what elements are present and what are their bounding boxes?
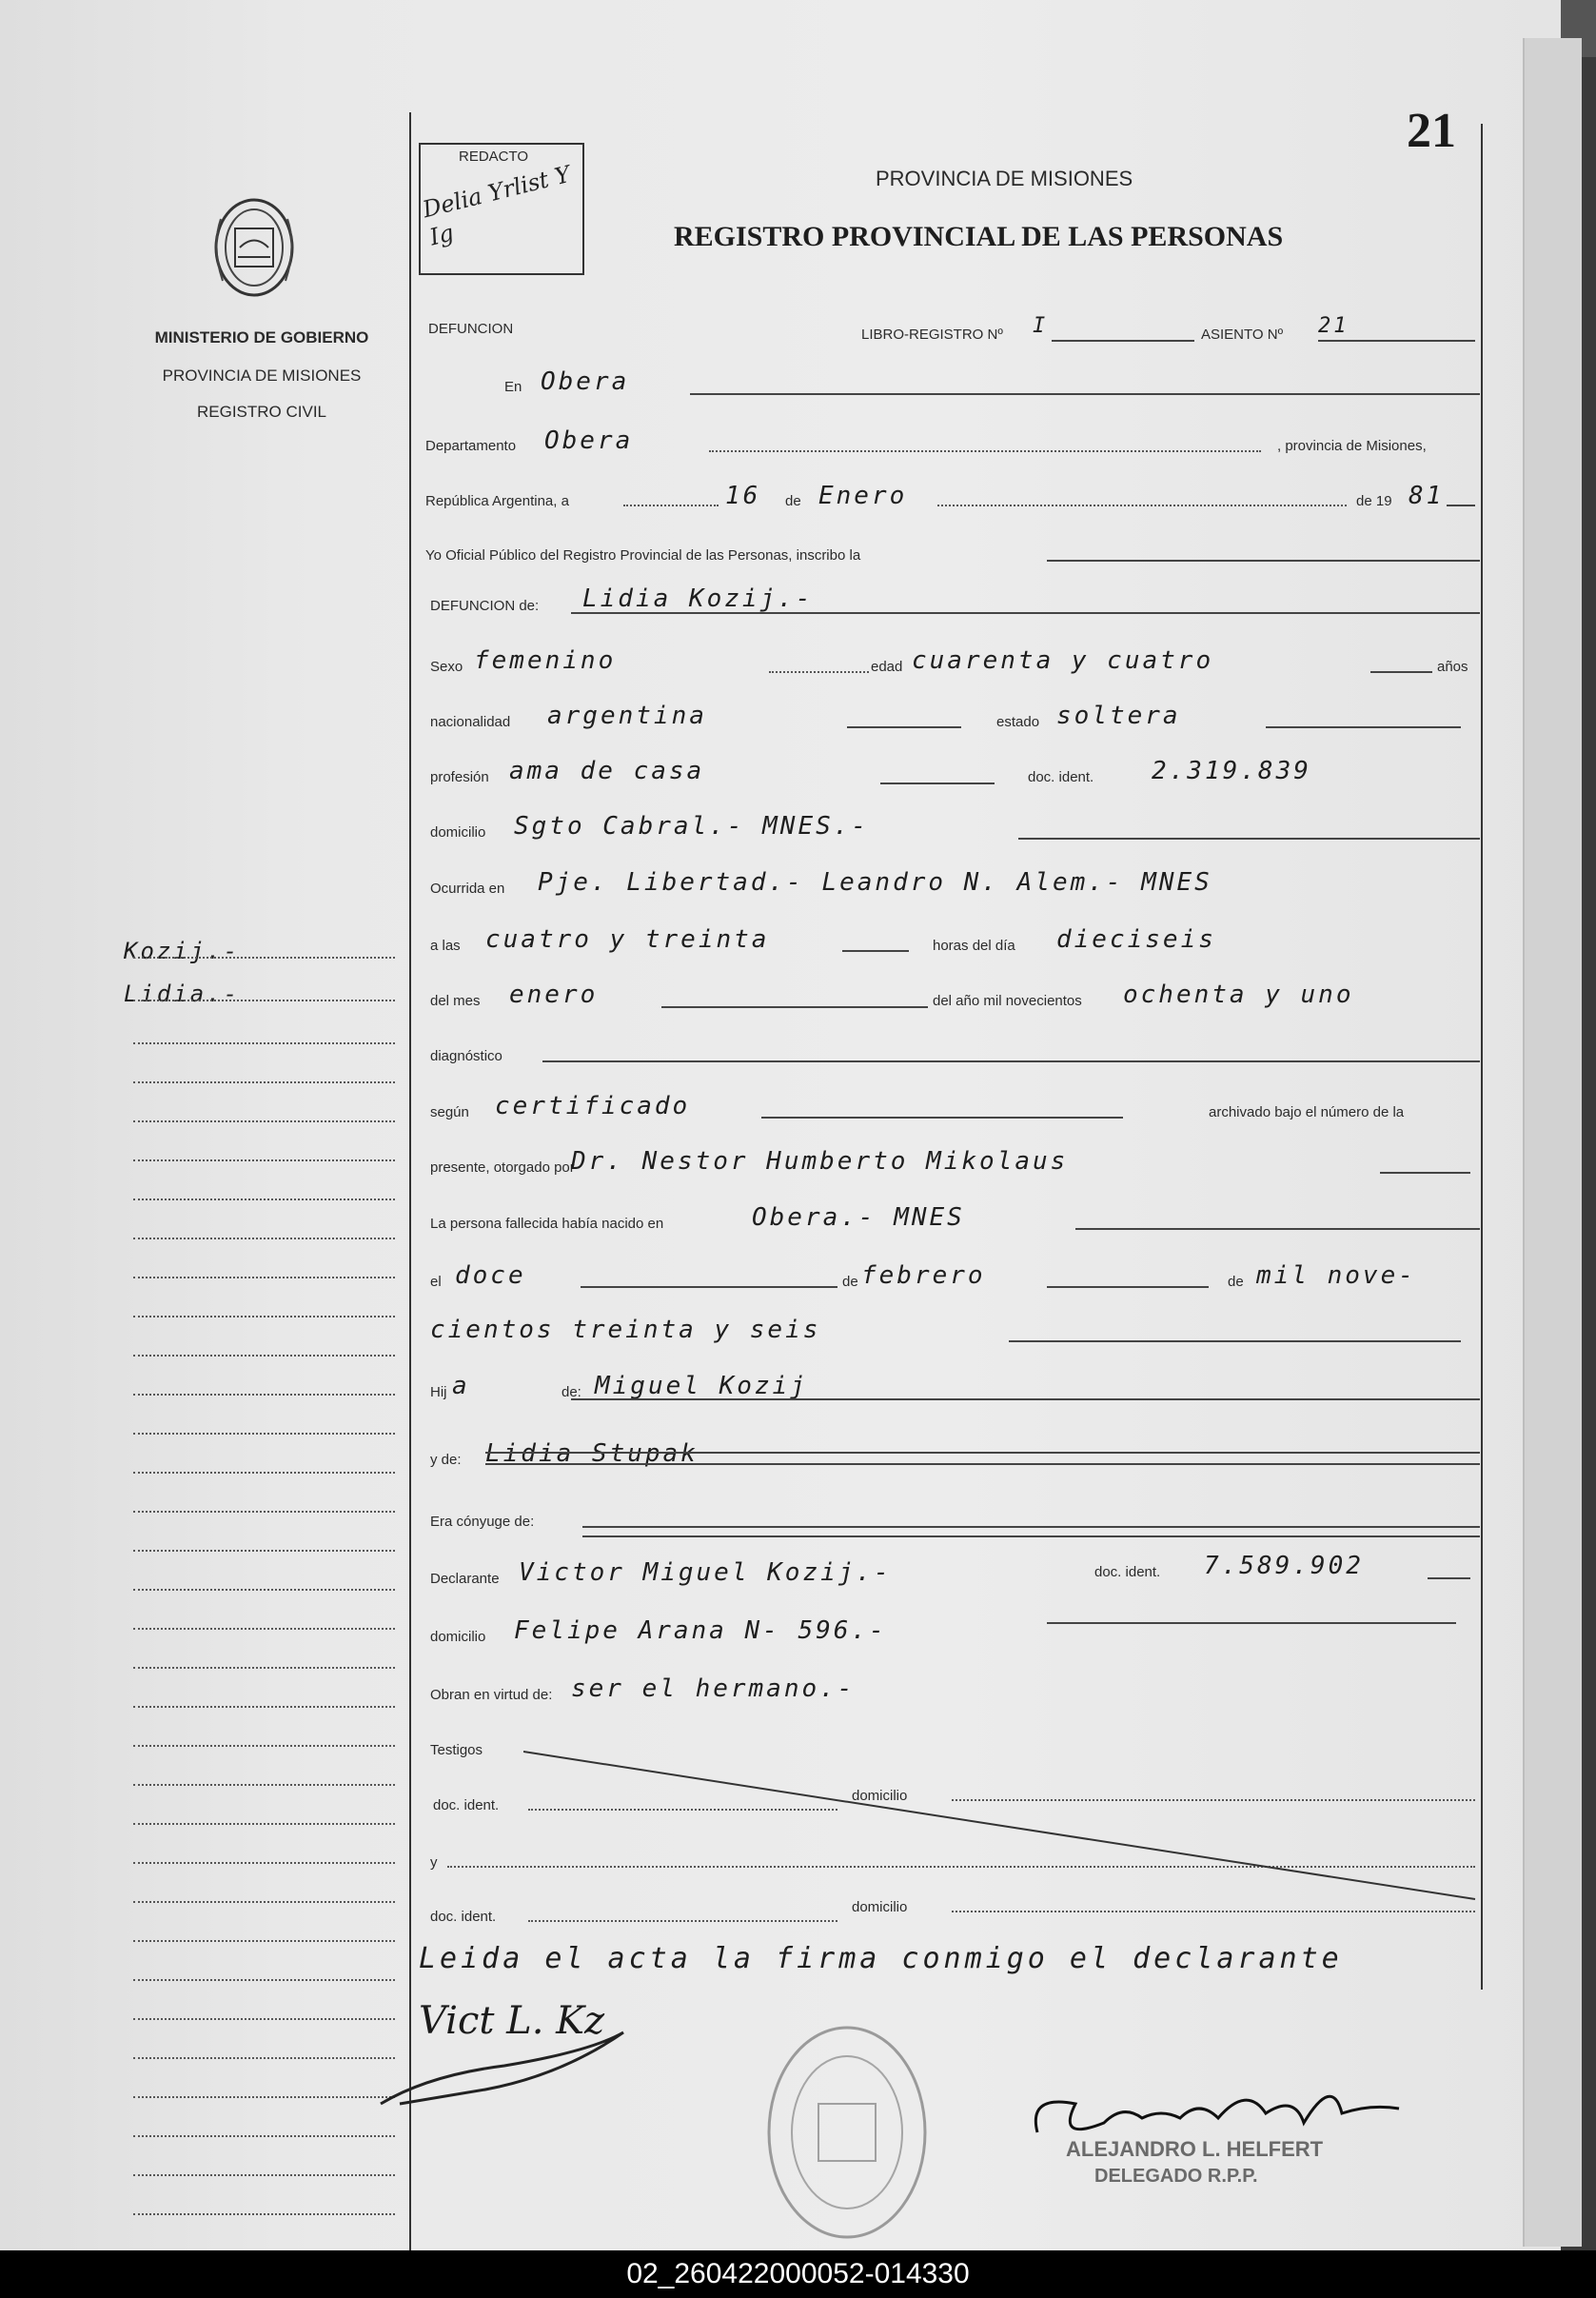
form-line <box>661 1006 928 1008</box>
margin-line <box>133 1355 395 1357</box>
form-line <box>485 1452 1480 1454</box>
docident-label-label: doc. ident. <box>1028 769 1094 785</box>
margin-surname: Kozij.- <box>124 938 241 964</box>
ocurrida-label-label: Ocurrida en <box>430 881 505 897</box>
en-value-handwritten: Obera <box>541 367 630 396</box>
y-label-label: y <box>430 1854 438 1871</box>
docident-value-handwritten: 2.319.839 <box>1152 757 1311 785</box>
margin-line <box>133 1238 395 1239</box>
yde-label-label: y de: <box>430 1452 462 1468</box>
de2-value-handwritten: febrero <box>861 1261 986 1290</box>
margin-line <box>133 1940 395 1942</box>
margin-line <box>133 1550 395 1552</box>
testigos-strikeout <box>523 1742 1485 1913</box>
form-line <box>485 1463 1480 1465</box>
horas-value-handwritten: dieciseis <box>1056 925 1216 954</box>
margin-line <box>133 1081 395 1083</box>
de2-label-label: de <box>842 1274 858 1290</box>
delano-label-label: del año mil novecientos <box>933 993 1082 1009</box>
edad-label-label: edad <box>871 659 903 675</box>
ministry-label: MINISTERIO DE GOBIERNO <box>154 328 369 347</box>
alas-label-label: a las <box>430 938 461 954</box>
form-line <box>1380 1172 1470 1174</box>
delmes-label-label: del mes <box>430 993 481 1009</box>
margin-line <box>133 1394 395 1396</box>
margin-line <box>133 2096 395 2098</box>
form-line <box>880 783 995 784</box>
official-seal-icon <box>761 2018 933 2247</box>
form-line <box>761 1117 1123 1119</box>
profesion-label-label: profesión <box>430 769 489 785</box>
asiento-value: 21 <box>1318 314 1350 338</box>
form-line <box>1047 1286 1209 1288</box>
margin-line <box>133 2018 395 2020</box>
obran-value-handwritten: ser el hermano.- <box>571 1674 856 1703</box>
padre-value-handwritten: Miguel Kozij <box>595 1372 808 1400</box>
obran-label-label: Obran en virtud de: <box>430 1687 553 1703</box>
ocurrida-value-handwritten: Pje. Libertad.- Leandro N. Alem.- MNES <box>538 868 1212 897</box>
en-label-label: En <box>504 379 522 395</box>
asiento-line <box>1318 340 1475 342</box>
margin-line <box>133 1159 395 1161</box>
province-label: PROVINCIA DE MISIONES <box>162 366 362 385</box>
form-line <box>582 1526 1480 1528</box>
declarant-signature: Vict L. Kz <box>419 1999 605 2043</box>
de3-label-label: de <box>1228 1274 1244 1290</box>
form-line <box>542 1060 1480 1062</box>
form-line <box>582 1535 1480 1537</box>
year-prefix-label: de 19 <box>1356 493 1392 509</box>
stamp-title: DELEGADO R.P.P. <box>1094 2166 1258 2187</box>
alas-value-handwritten: cuatro y treinta <box>485 925 770 954</box>
form-line <box>690 393 1480 395</box>
civil-registry-label: REGISTRO CIVIL <box>196 403 327 421</box>
delmes-value-handwritten: enero <box>509 981 599 1009</box>
anos-label-label: años <box>1437 659 1468 675</box>
margin-line <box>133 1784 395 1786</box>
margin-line <box>133 1745 395 1747</box>
form-line <box>571 612 1480 614</box>
estado-value-handwritten: soltera <box>1056 702 1181 730</box>
form-line <box>1047 1622 1456 1624</box>
de-label-label: de <box>785 493 801 509</box>
margin-line <box>133 2057 395 2059</box>
testigos-label-label: Testigos <box>430 1742 483 1758</box>
margin-name: Lidia.- <box>124 981 241 1007</box>
form-line <box>1428 1577 1470 1579</box>
margin-line <box>133 1862 395 1864</box>
sexo-value-handwritten: femenino <box>474 646 617 675</box>
margin-line <box>133 1823 395 1825</box>
declarante-doc-label-label: doc. ident. <box>1094 1564 1161 1580</box>
margin-line <box>133 1979 395 1981</box>
form-line <box>1370 671 1432 673</box>
margin-line <box>133 1667 395 1669</box>
de3-value-handwritten: mil nove- <box>1256 1261 1416 1290</box>
redacto-handwriting: Delia Yrlist Y Ig <box>420 160 574 251</box>
page-number: 21 <box>1407 104 1456 158</box>
redacto-stamp <box>419 143 584 275</box>
stamp-name: ALEJANDRO L. HELFERT <box>1066 2137 1324 2161</box>
image-id-footer: 02_260422000052-014330 <box>0 2250 1596 2298</box>
madre-value-handwritten: Lidia Stupak <box>485 1439 699 1468</box>
departamento-label-label: Departamento <box>425 438 517 454</box>
form-line <box>1447 505 1475 506</box>
month-value-handwritten: Enero <box>818 482 908 510</box>
nacionalidad-label-label: nacionalidad <box>430 714 511 730</box>
nacido-label-label: La persona fallecida había nacido en <box>430 1216 664 1232</box>
declarante-label-label: Declarante <box>430 1571 500 1587</box>
dom2-value-handwritten: Felipe Arana N- 596.- <box>514 1616 887 1645</box>
republica-label-label: República Argentina, a <box>425 493 569 509</box>
nacionalidad-value-handwritten: argentina <box>547 702 707 730</box>
form-line <box>528 1920 837 1922</box>
conyuge-label-label: Era cónyuge de: <box>430 1514 535 1530</box>
form-line <box>581 1286 837 1288</box>
form-line <box>1266 726 1461 728</box>
redacto-label: REDACTO <box>459 149 529 165</box>
margin-line <box>133 1511 395 1513</box>
page-edge <box>1523 38 1582 2247</box>
form-line <box>1047 560 1480 562</box>
margin-line <box>133 1199 395 1200</box>
form-line <box>842 950 909 952</box>
presente-value-handwritten: Dr. Nestor Humberto Mikolaus <box>571 1147 1069 1176</box>
coat-of-arms-icon <box>202 190 306 305</box>
declarante-value-handwritten: Victor Miguel Kozij.- <box>519 1558 892 1587</box>
estado-label-label: estado <box>996 714 1040 730</box>
form-line <box>709 450 1261 452</box>
province-title: PROVINCIA DE MISIONES <box>876 167 1133 190</box>
segun-label-label: según <box>430 1104 469 1120</box>
margin-line <box>133 1000 395 1001</box>
form-line <box>769 671 869 673</box>
t-doc-label-label: doc. ident. <box>433 1797 500 1813</box>
form-line <box>571 1398 1480 1400</box>
nacido-value-handwritten: Obera.- MNES <box>752 1203 965 1232</box>
declarante-doc-value-handwritten: 7.589.902 <box>1204 1552 1364 1580</box>
dom2-label-label: domicilio <box>430 1629 486 1645</box>
registry-title: REGISTRO PROVINCIAL DE LAS PERSONAS <box>674 221 1284 252</box>
form-line <box>1009 1340 1461 1342</box>
hij-label-label: Hij <box>430 1384 447 1400</box>
closing-text: Leida el acta la firma conmigo el declarante <box>419 1942 1343 1975</box>
libro-value: I <box>1033 314 1049 338</box>
margin-line <box>133 1472 395 1474</box>
defuncion-de-label-label: DEFUNCION de: <box>430 598 540 614</box>
defuncion-header: DEFUNCION <box>428 321 514 337</box>
profesion-value-handwritten: ama de casa <box>509 757 705 785</box>
defuncion-de-value-handwritten: Lidia Kozij.- <box>582 584 814 613</box>
libro-line <box>1052 340 1194 342</box>
form-line <box>1075 1228 1480 1230</box>
el-label-label: el <box>430 1274 442 1290</box>
presente-label-label: presente, otorgado por <box>430 1159 575 1176</box>
provincia-suffix-label: , provincia de Misiones, <box>1277 438 1427 454</box>
margin-line <box>133 2135 395 2137</box>
form-line <box>937 505 1347 506</box>
signature-flourish <box>371 2009 638 2113</box>
margin-line <box>133 1628 395 1630</box>
margin-line <box>133 1277 395 1278</box>
domicilio-value-handwritten: Sgto Cabral.- MNES.- <box>514 812 870 841</box>
right-margin-rule <box>1481 124 1483 1990</box>
margin-rule <box>409 112 411 2254</box>
form-line <box>847 726 961 728</box>
edad-value-handwritten: cuarenta y cuatro <box>912 646 1214 675</box>
yo-oficial-label: Yo Oficial Público del Registro Provincial de las Personas, inscribo la <box>425 547 861 564</box>
hij-de-label-label: de: <box>562 1384 581 1400</box>
margin-line <box>133 1120 395 1122</box>
t2-dom-label-label: domicilio <box>852 1899 908 1915</box>
departamento-value-handwritten: Obera <box>544 426 634 455</box>
margin-line <box>133 1316 395 1317</box>
margin-line <box>133 2174 395 2176</box>
form-line <box>623 505 719 506</box>
margin-line <box>133 2213 395 2215</box>
domicilio-label-label: domicilio <box>430 824 486 841</box>
t2-doc-label-label: doc. ident. <box>430 1909 497 1925</box>
margin-line <box>133 957 395 959</box>
segun-value-handwritten: certificado <box>495 1092 691 1120</box>
hij-value-handwritten: a <box>452 1372 470 1400</box>
cont-value-handwritten: cientos treinta y seis <box>430 1316 821 1344</box>
margin-line <box>133 1706 395 1708</box>
margin-line <box>133 1901 395 1903</box>
asiento-label: ASIENTO Nº <box>1201 327 1284 343</box>
year-value-handwritten: 81 <box>1409 482 1445 510</box>
t-dom-label-label: domicilio <box>852 1788 908 1804</box>
delano-value-handwritten: ochenta y uno <box>1123 981 1354 1009</box>
el-value-handwritten: doce <box>455 1261 526 1290</box>
day-value-handwritten: 16 <box>725 482 761 510</box>
margin-line <box>133 1042 395 1044</box>
libro-label: LIBRO-REGISTRO Nº <box>861 327 1003 343</box>
margin-line <box>133 1433 395 1435</box>
diagnostico-label-label: diagnóstico <box>430 1048 502 1064</box>
form-line <box>1018 838 1480 840</box>
sexo-label-label: Sexo <box>430 659 463 675</box>
horas-label-label: horas del día <box>933 938 1015 954</box>
margin-line <box>133 1589 395 1591</box>
archivado-label-label: archivado bajo el número de la <box>1209 1104 1405 1120</box>
